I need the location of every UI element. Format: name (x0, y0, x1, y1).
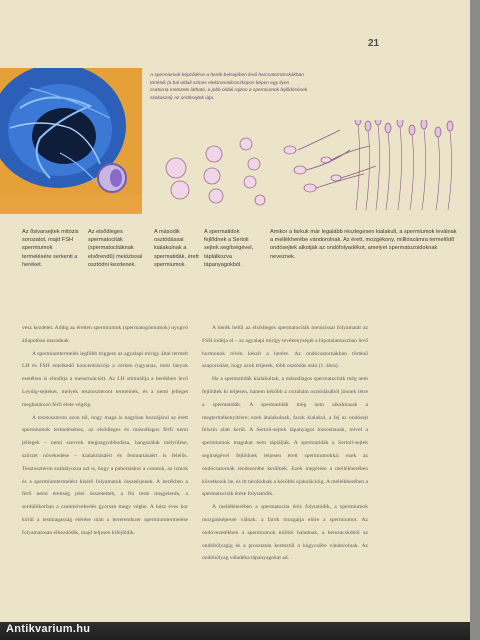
paragraph: A mellékherében a spermatocita érés folytatódik, a spermiumok mozgásképessé válnak; a farok mozgatja előre a spermiumot. Az ondóvezetékben a spermiumok milliói haladnak, a herezacskóból az ondóhólyagig és a prosztatán keresztül a húgycsőbe vándorolnak. Az ondóhólyag váladéka tápanyagokat ad. (202, 504, 368, 562)
stage-label: A spermatidok fejlődnek a Sertoli sejtek segítségével, táplálkozva tápanyagokból. (204, 229, 254, 268)
paragraph: Ha a spermatidák kialakultak, a másodlagos spermatociták még nem fejlődtek ki teljesen, hanem később a csírahám osztódásából jönnek létre a spermatidák. A spermatidák még nem alkalmasak a megtermékenyítésre; ezek átalakulnak, farok kialakul, a fej az ondósejt felszín alatt kerül. A Sertoli-sejtek tápanyagot biztosítanak, mivel a spermiumok magukat nem táplálják. A spermatidák a Sertoli-sejtek segítségével fejlődnek teljesen érett spermiumokká; ezek az ondócsatornák rendszerébe kerülnek. Ezek megérése a mellékherében következik be, és itt tárolódnak a későbbi ejakulációig. A mellékherében a spermatociták érése folytatódik. (202, 376, 368, 498)
watermark: Antikvarium.hu (6, 623, 91, 635)
stage-labels (22, 228, 462, 288)
stage-label: Amikor a farkuk már legalább részlegesen kialakult, a spermiumok leválnak a mellékherébe vándorolnak. Az érett, mozgékony, milliószámra termelődő ondósejtek alkotják az ondófolyadékot, amelyet spermatozoidoknak neveznek. (270, 229, 457, 260)
page-number: 21 (368, 38, 380, 49)
stage-label: Az elsődleges spermatociták (spermatocitáknak elsőrendű) meiózissal osztódni kezdenek. (88, 229, 143, 268)
micrograph-image (0, 68, 142, 214)
paragraph: A herék belül az elsődleges spermatociták meiózissal folyamatát az FSH indítja el – az agyalapi mirigy tevékenységét a hipotalamuszban levő hormonok révén készít a herére. Az ondócsatornákban történő szaporodást, hogy azok teljesek, több osztódás után (1. ábra). (202, 325, 368, 370)
paragraph: A tesztoszteron azon túl, hogy maga is nagyban hozzájárul az érett spermiumok termeléséhez, az elsődleges és másodlagos férfi nemi jellegek – nemi szervek megnagyobbodása, hangszálak mélyülése, szőrzet növekedése – kialakításáért és fenntartásáért is felelős. Tesztoszteron szabályozza azt is, hogy a pubertáskor a csontok, az izmok és a spermiumtermelést kísérő folyamatok összeérjenek. A herékben a férfi nemi érettség jelei összetettek, a fiú teste megjelenik, a serdülőkorban a csontnövekedés gyorsan megy végbe. A húsz éves kor körül a testmagasság elérése után a hererendszer spermiumtermelése folyamatosan elkezdődik, majd teljesen kifejlődik. (22, 414, 188, 536)
book-spine-edge (470, 0, 480, 640)
paragraph: A spermiumtermelés legfőbb triggere az agyalapi mirigy által termelt LH és FSH emelkedő koncentrációja a vérben (ugyanaz, mint lányok esetében is elindítja a menstruációt). Az LH stimulálja a herékben levő Leydig-sejteket, melyek tesztoszteront termelnek, és a nemi jelleget meghatározó férfi élete végéig. (22, 350, 188, 408)
text-column-right (202, 322, 368, 622)
paragraph: vesz kezdetét. Addig az éretlen spermiumok (spermatogóniumok) nyugvó állapotban maradnak. (22, 325, 188, 344)
figure-caption: A spermiumok képződése a herék belsejében levő hercsatornácskákban történik (a bal oldali színes elektronmikroszkópos képen egy ilyen csatorna metszete látható, a jobb oldali rajzon a spermiumok fejlődésének szakaszai) Az ondósejtek útja. (150, 73, 308, 101)
spermatogenesis-drawing (150, 120, 468, 220)
stage-label: Az ősivarsejtek mitózis sorozatot, majd FSH spermiumok termelésére serkenti a heréket. (22, 229, 79, 268)
text-column-left (22, 322, 188, 622)
stage-label: A második osztódással kialakulnak a spermatidák, érett spermiumok. (154, 229, 199, 268)
